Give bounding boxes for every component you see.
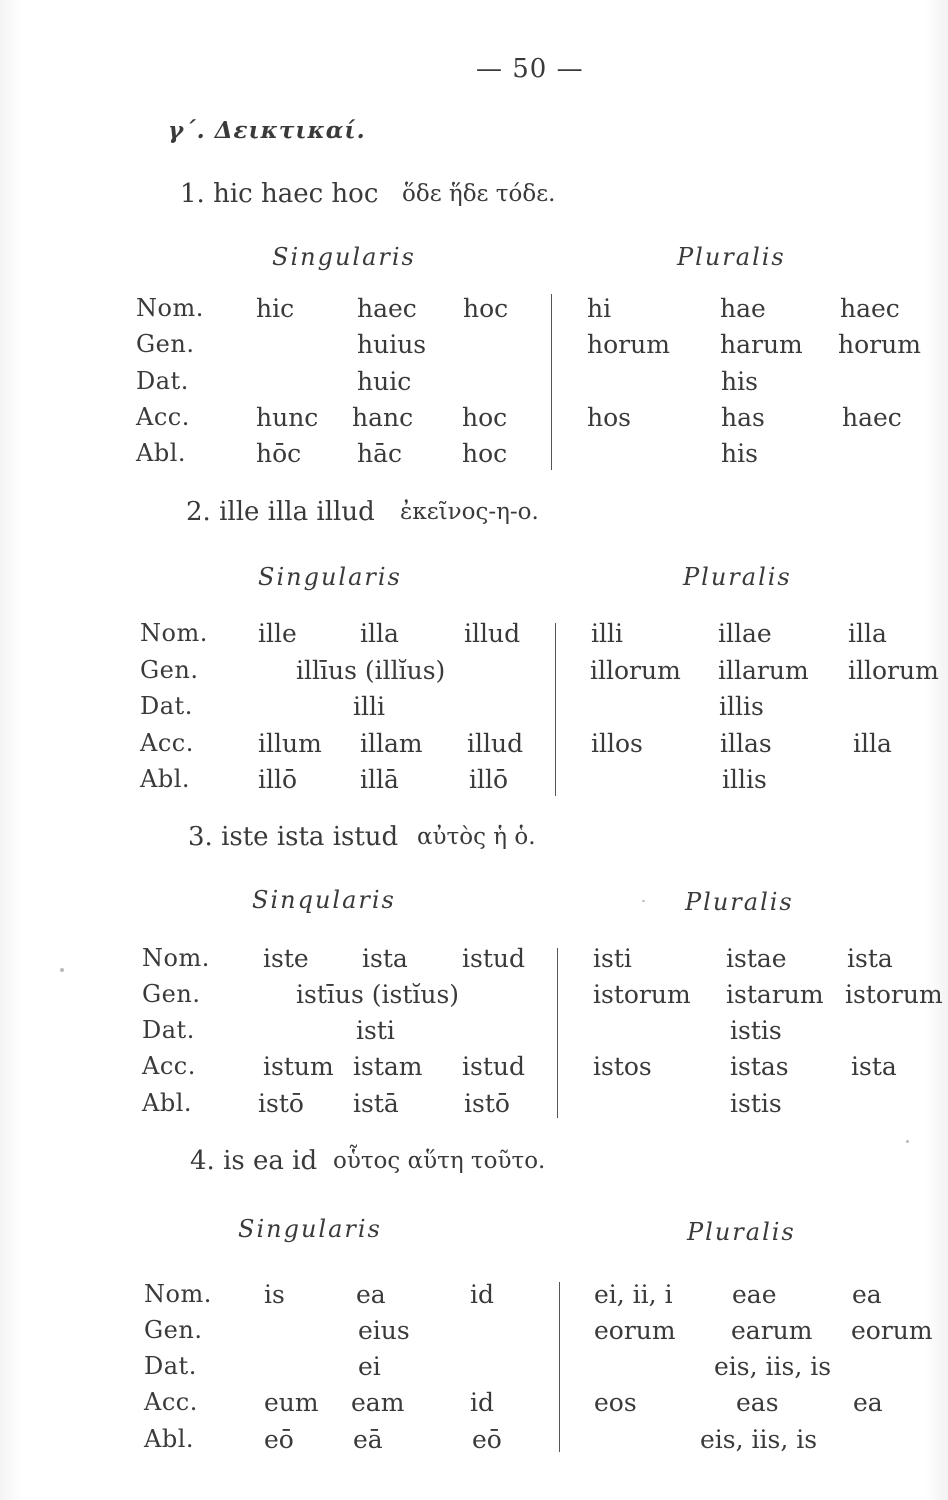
form-acc-pl-f: eas bbox=[736, 1388, 779, 1417]
form-abl-sg-f: hāc bbox=[357, 439, 403, 468]
column-divider bbox=[555, 623, 556, 796]
form-acc-pl-f: illas bbox=[720, 729, 772, 758]
form-acc-pl-f: has bbox=[721, 403, 765, 432]
plural-heading: Pluralis bbox=[687, 1218, 796, 1246]
form-acc-sg-f: illam bbox=[360, 729, 423, 758]
form-abl-sg-n: hoc bbox=[462, 439, 508, 468]
form-gen-sg: istīus (istĭus) bbox=[296, 980, 460, 1009]
form-abl-sg-n: eō bbox=[472, 1425, 502, 1454]
form-acc-pl-n: ista bbox=[851, 1052, 897, 1081]
case-label-abl: Abl. bbox=[142, 1089, 192, 1117]
case-label-nom: Nom. bbox=[144, 1280, 212, 1308]
form-acc-pl-m: istos bbox=[593, 1052, 652, 1081]
form-nom-pl-m: ei, ii, i bbox=[594, 1280, 673, 1309]
plural-heading: Pluralis bbox=[683, 563, 792, 591]
column-divider bbox=[559, 1282, 560, 1452]
case-label-acc: Acc. bbox=[136, 403, 190, 431]
form-gen-sg: eius bbox=[358, 1316, 410, 1345]
form-acc-sg-f: istam bbox=[353, 1052, 423, 1081]
case-label-nom: Nom. bbox=[136, 294, 204, 322]
form-gen-sg: huius bbox=[357, 330, 427, 359]
form-acc-sg-m: hunc bbox=[256, 403, 319, 432]
form-gen-pl-n: istorum bbox=[845, 980, 943, 1009]
column-divider bbox=[557, 948, 558, 1118]
case-label-nom: Nom. bbox=[142, 944, 210, 972]
form-nom-pl-m: hi bbox=[587, 294, 612, 323]
form-acc-pl-n: illa bbox=[853, 729, 892, 758]
form-abl-sg-n: istō bbox=[464, 1089, 510, 1118]
scan-speck bbox=[906, 1140, 909, 1143]
form-abl-sg-m: illō bbox=[258, 765, 298, 794]
case-label-gen: Gen. bbox=[140, 656, 199, 684]
form-nom-sg-n: illud bbox=[464, 619, 521, 648]
page-number: — 50 — bbox=[476, 54, 584, 84]
form-nom-sg-n: hoc bbox=[463, 294, 509, 323]
section-title-latin: 2. ille illa illud bbox=[186, 497, 375, 527]
column-divider bbox=[551, 294, 552, 470]
form-nom-pl-n: ea bbox=[852, 1280, 882, 1309]
form-abl-pl: illis bbox=[722, 765, 767, 794]
form-nom-sg-m: hic bbox=[256, 294, 295, 323]
form-nom-sg-f: illa bbox=[360, 619, 399, 648]
form-nom-pl-f: hae bbox=[720, 294, 766, 323]
case-label-acc: Acc. bbox=[140, 729, 194, 757]
form-gen-pl-f: istarum bbox=[726, 980, 824, 1009]
form-gen-pl-n: eorum bbox=[851, 1316, 933, 1345]
form-acc-pl-m: hos bbox=[587, 403, 631, 432]
section-title-greek: ὅδε ἥδε τόδε. bbox=[402, 181, 556, 207]
case-label-dat: Dat. bbox=[136, 367, 189, 395]
form-abl-sg-f: eā bbox=[353, 1425, 383, 1454]
form-nom-pl-n: ista bbox=[847, 944, 893, 973]
form-abl-sg-m: eō bbox=[264, 1425, 294, 1454]
form-dat-pl: illis bbox=[719, 692, 764, 721]
form-acc-pl-f: istas bbox=[730, 1052, 789, 1081]
form-dat-sg: isti bbox=[356, 1016, 395, 1045]
plural-heading: Pluralis bbox=[677, 243, 786, 271]
form-acc-pl-n: haec bbox=[842, 403, 902, 432]
section-title-greek: αὐτὸς ἡ ὁ. bbox=[417, 824, 536, 850]
form-acc-pl-n: ea bbox=[853, 1388, 883, 1417]
form-abl-sg-m: istō bbox=[258, 1089, 304, 1118]
form-acc-sg-m: illum bbox=[258, 729, 322, 758]
form-gen-pl-n: horum bbox=[838, 330, 921, 359]
case-label-abl: Abl. bbox=[136, 439, 186, 467]
form-gen-pl-f: illarum bbox=[718, 656, 809, 685]
section-title-latin: 4. is ea id bbox=[190, 1146, 318, 1176]
form-gen-pl-m: horum bbox=[587, 330, 670, 359]
form-nom-sg-m: iste bbox=[263, 944, 309, 973]
form-nom-pl-f: illae bbox=[718, 619, 772, 648]
form-nom-sg-f: ista bbox=[362, 944, 408, 973]
case-label-acc: Acc. bbox=[144, 1388, 198, 1416]
case-label-gen: Gen. bbox=[144, 1316, 203, 1344]
case-label-dat: Dat. bbox=[144, 1352, 197, 1380]
form-nom-pl-n: haec bbox=[840, 294, 900, 323]
form-gen-pl-m: eorum bbox=[594, 1316, 676, 1345]
form-acc-sg-n: illud bbox=[467, 729, 524, 758]
form-gen-pl-n: illorum bbox=[848, 656, 939, 685]
case-label-dat: Dat. bbox=[140, 692, 193, 720]
case-label-dat: Dat. bbox=[142, 1016, 195, 1044]
form-nom-pl-f: istae bbox=[726, 944, 787, 973]
case-label-abl: Abl. bbox=[140, 765, 190, 793]
form-nom-sg-n: id bbox=[470, 1280, 494, 1309]
form-abl-sg-f: istā bbox=[353, 1089, 399, 1118]
section-title-latin: 3. iste ista istud bbox=[188, 822, 399, 852]
form-nom-pl-n: illa bbox=[848, 619, 887, 648]
singular-heading: Singularis bbox=[272, 243, 416, 271]
form-acc-pl-m: illos bbox=[591, 729, 643, 758]
form-abl-sg-f: illā bbox=[360, 765, 399, 794]
singular-heading: Sinqularis bbox=[252, 886, 396, 914]
case-label-gen: Gen. bbox=[142, 980, 201, 1008]
form-gen-sg: illīus (illĭus) bbox=[296, 656, 446, 685]
form-gen-pl-m: illorum bbox=[590, 656, 681, 685]
scan-speck bbox=[60, 968, 64, 972]
form-gen-pl-f: earum bbox=[731, 1316, 813, 1345]
form-nom-sg-f: ea bbox=[356, 1280, 386, 1309]
form-nom-pl-m: isti bbox=[593, 944, 632, 973]
form-nom-sg-m: is bbox=[264, 1280, 285, 1309]
form-acc-sg-m: eum bbox=[264, 1388, 319, 1417]
case-label-gen: Gen. bbox=[136, 330, 195, 358]
form-abl-sg-n: illō bbox=[469, 765, 509, 794]
form-dat-pl: istis bbox=[730, 1016, 782, 1045]
case-label-nom: Nom. bbox=[140, 619, 208, 647]
section-title-greek: οὗτος αὕτη τοῦτο. bbox=[333, 1148, 546, 1174]
form-gen-pl-m: istorum bbox=[593, 980, 691, 1009]
form-gen-pl-f: harum bbox=[720, 330, 803, 359]
form-nom-pl-f: eae bbox=[732, 1280, 777, 1309]
form-nom-sg-f: haec bbox=[357, 294, 417, 323]
form-dat-sg: illi bbox=[353, 692, 385, 721]
form-dat-sg: huic bbox=[357, 367, 412, 396]
form-dat-pl: his bbox=[721, 367, 758, 396]
form-nom-sg-m: ille bbox=[258, 619, 297, 648]
form-abl-sg-m: hōc bbox=[256, 439, 302, 468]
singular-heading: Singularis bbox=[258, 563, 402, 591]
case-label-abl: Abl. bbox=[144, 1425, 194, 1453]
form-abl-pl: eis, iis, is bbox=[700, 1425, 818, 1454]
form-acc-sg-n: hoc bbox=[462, 403, 508, 432]
form-acc-sg-f: eam bbox=[351, 1388, 405, 1417]
form-dat-sg: ei bbox=[358, 1352, 381, 1381]
form-acc-sg-n: istud bbox=[462, 1052, 525, 1081]
section-title-greek: ἐκεῖνος-η-ο. bbox=[400, 499, 539, 525]
form-nom-pl-m: illi bbox=[591, 619, 623, 648]
form-acc-pl-m: eos bbox=[594, 1388, 637, 1417]
form-acc-sg-n: id bbox=[470, 1388, 494, 1417]
plural-heading: Pluralis bbox=[685, 888, 794, 916]
section-title-latin: 1. hic haec hoc bbox=[180, 179, 379, 209]
form-abl-pl: his bbox=[721, 439, 758, 468]
form-abl-pl: istis bbox=[730, 1089, 782, 1118]
form-nom-sg-n: istud bbox=[462, 944, 525, 973]
form-acc-sg-f: hanc bbox=[352, 403, 414, 432]
form-dat-pl: eis, iis, is bbox=[714, 1352, 832, 1381]
section-heading: γ΄. Δεικτικαί. bbox=[168, 117, 366, 144]
form-acc-sg-m: istum bbox=[263, 1052, 334, 1081]
case-label-acc: Acc. bbox=[142, 1052, 196, 1080]
singular-heading: Singularis bbox=[238, 1215, 382, 1243]
scan-speck bbox=[642, 900, 645, 902]
